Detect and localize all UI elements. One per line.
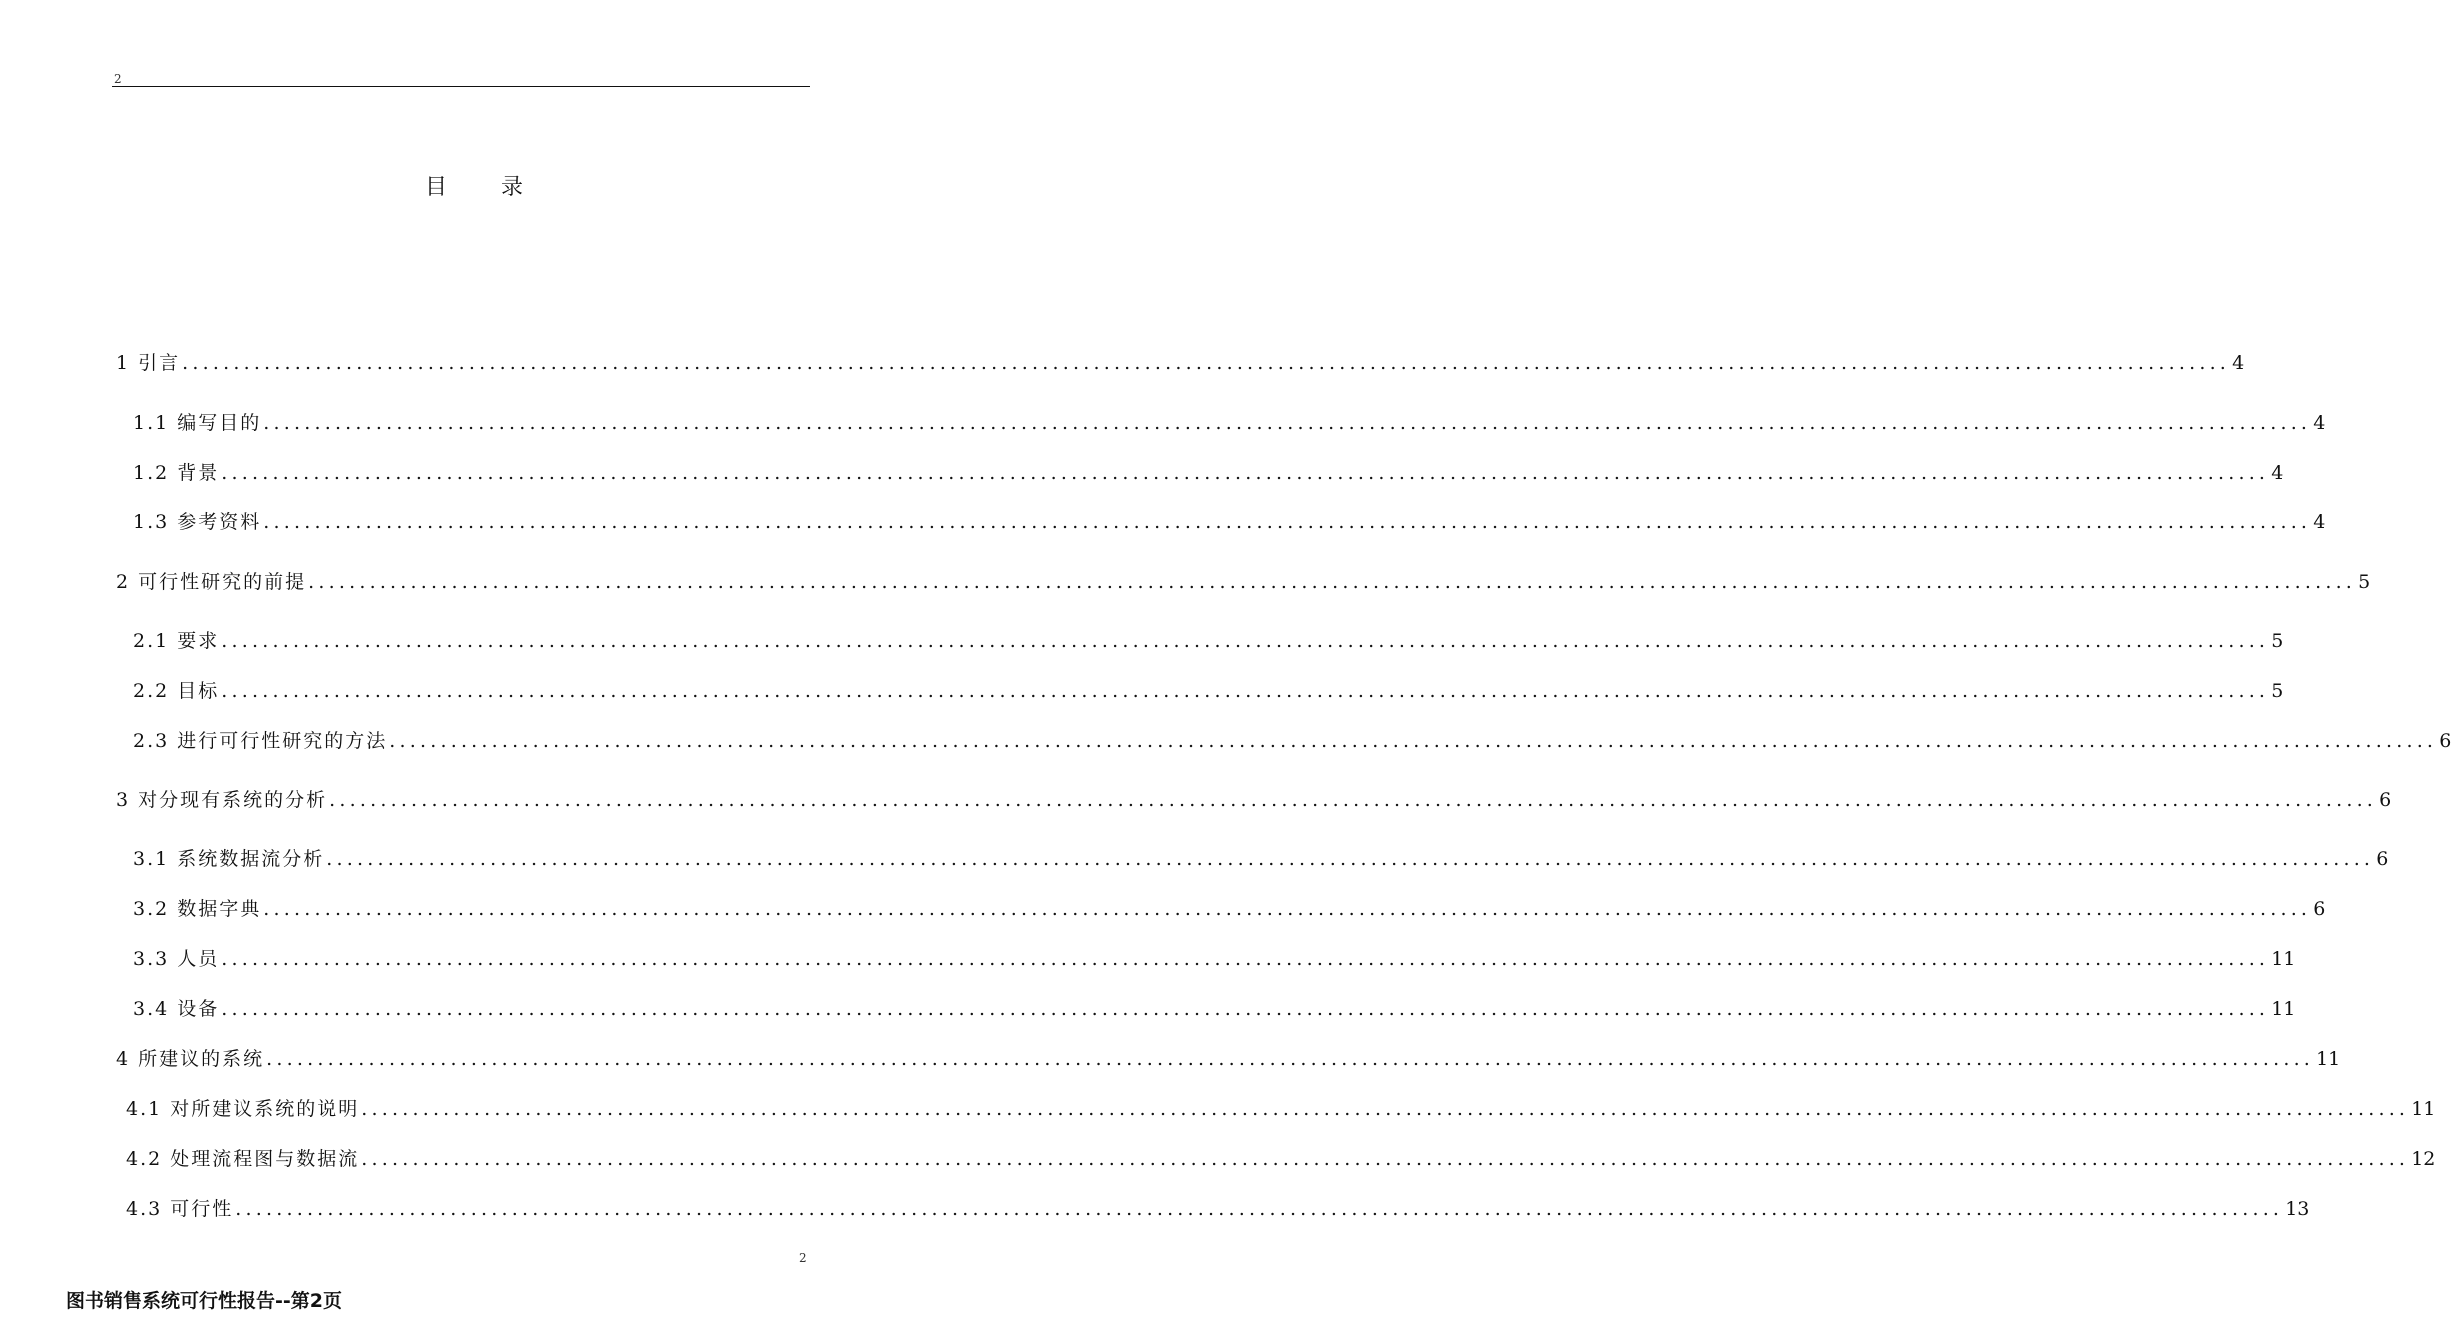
toc-entry-label: 1.2 背景: [133, 462, 220, 484]
toc-entry[interactable]: [133, 508, 2326, 536]
toc-title-left: 目: [424, 175, 449, 200]
toc-entry-page: 5: [2358, 571, 2371, 593]
toc-title-right: 录: [501, 175, 526, 200]
toc-entry-page: 4: [2232, 352, 2245, 374]
toc-entry[interactable]: [133, 459, 2284, 487]
toc-entry-label: 1.1 编写目的: [133, 412, 262, 434]
toc-title: [0, 170, 950, 201]
toc-entry[interactable]: [133, 895, 2326, 923]
toc-entry[interactable]: [133, 677, 2284, 705]
toc-entry-page: 13: [2285, 1198, 2310, 1220]
toc-leader-dots: ........................................................................................................................................................................................................: [361, 1148, 2410, 1170]
footer-page-number: 2: [799, 1251, 807, 1265]
toc-leader-dots: ........................................................................................................................................................................................................: [263, 412, 2312, 434]
toc-entry-page: 11: [2316, 1048, 2341, 1070]
toc-entry-label: 3.3 人员: [133, 948, 220, 970]
toc-entry[interactable]: [116, 349, 2245, 377]
toc-entry-label: 3.1 系统数据流分析: [133, 848, 325, 870]
toc-leader-dots: ........................................................................................................................................................................................................: [221, 630, 2270, 652]
toc-entry[interactable]: [133, 995, 2296, 1023]
toc-leader-dots: ........................................................................................................................................................................................................: [182, 352, 2231, 374]
toc-entry-page: 6: [2376, 848, 2389, 870]
toc-entry[interactable]: [126, 1095, 2436, 1123]
toc-leader-dots: ........................................................................................................................................................................................................: [263, 511, 2312, 533]
toc-entry-page: 12: [2411, 1148, 2436, 1170]
toc-leader-dots: ........................................................................................................................................................................................................: [221, 998, 2270, 1020]
toc-entry-label: 4 所建议的系统: [116, 1048, 265, 1070]
toc-entry-label: 4.3 可行性: [126, 1198, 234, 1220]
toc-entry-page: 11: [2271, 948, 2296, 970]
toc-entry-label: 3 对分现有系统的分析: [116, 789, 328, 811]
toc-entry[interactable]: [133, 727, 2451, 755]
toc-entry-label: 4.2 处理流程图与数据流: [126, 1148, 360, 1170]
toc-leader-dots: ........................................................................................................................................................................................................: [221, 680, 2270, 702]
toc-entry-label: 1 引言: [116, 352, 181, 374]
toc-entry[interactable]: [116, 568, 2371, 596]
toc-entry-page: 6: [2439, 730, 2451, 752]
toc-entry[interactable]: [126, 1195, 2310, 1223]
toc-entry[interactable]: [133, 945, 2296, 973]
toc-entry-label: 1.3 参考资料: [133, 511, 262, 533]
toc-entry[interactable]: [116, 786, 2392, 814]
toc-entry-page: 4: [2313, 511, 2326, 533]
toc-entry-label: 3.2 数据字典: [133, 898, 262, 920]
toc-entry-label: 3.4 设备: [133, 998, 220, 1020]
toc-leader-dots: ........................................................................................................................................................................................................: [266, 1048, 2315, 1070]
toc-entry-label: 2 可行性研究的前提: [116, 571, 307, 593]
toc-entry-page: 11: [2271, 998, 2296, 1020]
toc-leader-dots: ........................................................................................................................................................................................................: [329, 789, 2378, 811]
toc-entry[interactable]: [116, 1045, 2341, 1073]
toc-entry[interactable]: [133, 409, 2326, 437]
toc-leader-dots: ........................................................................................................................................................................................................: [221, 462, 2270, 484]
header-page-number: 2: [114, 72, 122, 86]
toc-entry-page: 11: [2411, 1098, 2436, 1120]
toc-leader-dots: ........................................................................................................................................................................................................: [361, 1098, 2410, 1120]
toc-entry-label: 2.3 进行可行性研究的方法: [133, 730, 388, 752]
toc-entry-label: 2.2 目标: [133, 680, 220, 702]
toc-entry-page: 6: [2313, 898, 2326, 920]
toc-entry-label: 2.1 要求: [133, 630, 220, 652]
toc-entry[interactable]: [133, 627, 2284, 655]
toc-leader-dots: ........................................................................................................................................................................................................: [308, 571, 2357, 593]
toc-entry-page: 6: [2379, 789, 2392, 811]
toc-entry-page: 4: [2313, 412, 2326, 434]
toc-leader-dots: ........................................................................................................................................................................................................: [389, 730, 2438, 752]
toc-leader-dots: ........................................................................................................................................................................................................: [326, 848, 2375, 870]
toc-entry[interactable]: [126, 1145, 2436, 1173]
toc-entry-page: 5: [2271, 630, 2284, 652]
toc-entry-page: 4: [2271, 462, 2284, 484]
document-caption: 图书销售系统可行性报告--第2页: [66, 1290, 342, 1312]
toc-entry[interactable]: [133, 845, 2389, 873]
toc-leader-dots: ........................................................................................................................................................................................................: [221, 948, 2270, 970]
toc-entry-label: 4.1 对所建议系统的说明: [126, 1098, 360, 1120]
header-rule: [112, 86, 810, 87]
toc-entry-page: 5: [2271, 680, 2284, 702]
toc-leader-dots: ........................................................................................................................................................................................................: [235, 1198, 2284, 1220]
toc-leader-dots: ........................................................................................................................................................................................................: [263, 898, 2312, 920]
